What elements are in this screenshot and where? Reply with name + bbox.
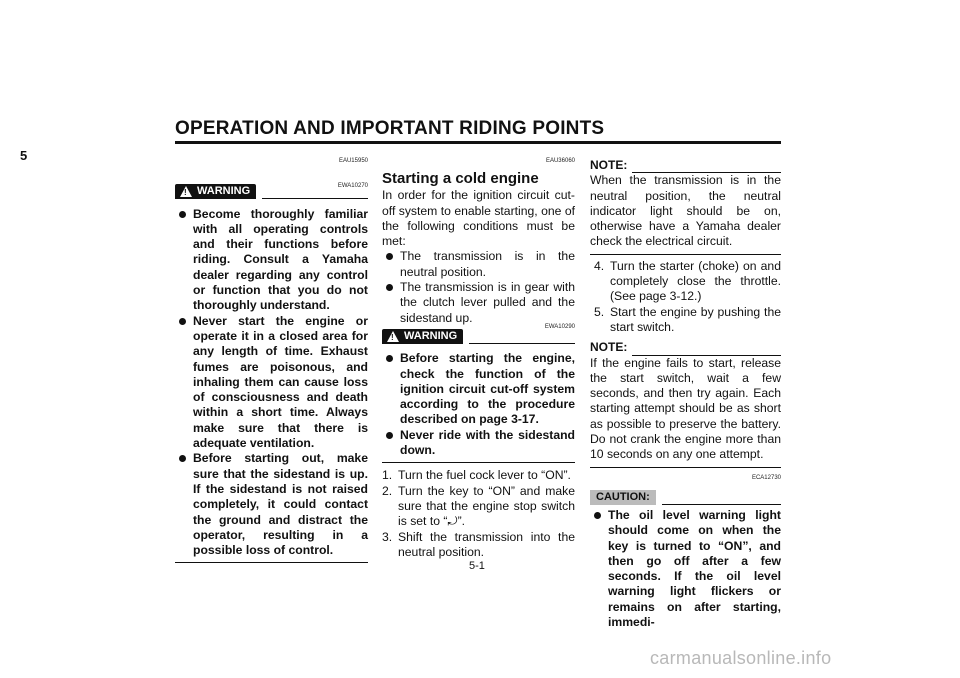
chapter-tab: 5 bbox=[20, 148, 28, 163]
list-item: Never ride with the sidestand down. bbox=[382, 428, 575, 459]
column-2 bbox=[382, 154, 575, 560]
bullet-icon bbox=[594, 512, 601, 519]
warning-triangle-icon: ! bbox=[387, 331, 399, 342]
section-heading: Starting a cold engine bbox=[382, 170, 539, 188]
note-header bbox=[590, 158, 781, 173]
list-item: Before starting out, make sure that the sidestand is up. If the sidestand is not raised completely, it could contact the ground and distract the operator, resulting in a possible loss of control. bbox=[175, 451, 368, 558]
step-item: 5. Start the engine by pushing the start switch. bbox=[594, 304, 781, 334]
step-item: 3. Shift the transmission into the neutral position. bbox=[382, 529, 575, 559]
note-end-rule bbox=[590, 467, 781, 468]
note-header bbox=[590, 340, 781, 355]
bullet-icon bbox=[386, 355, 393, 362]
warning-badge bbox=[382, 329, 463, 344]
bullet-icon bbox=[386, 284, 393, 291]
section-code: EAU36060 bbox=[545, 158, 575, 164]
list-item: Before starting the engine, check the function of the ignition circuit cut-off system according to the procedure described on page 3-17. bbox=[382, 351, 575, 427]
note-end-rule bbox=[590, 254, 781, 255]
section-code: EAU15950 bbox=[338, 158, 368, 164]
note-text: When the transmission is in the neutral position, the neutral indicator light should be on, otherwise have a Yamaha dealer check the electrical circuit. bbox=[590, 173, 781, 249]
warning-end-rule bbox=[382, 462, 575, 463]
list-item: Never start the engine or operate it in a closed area for any length of time. Exhaust fumes are poisonous, and inhaling them can cause loss of consciousness and death within a short time. Always make sure that there is adequate ventilation. bbox=[175, 314, 368, 452]
page-title: OPERATION AND IMPORTANT RIDING POINTS bbox=[175, 118, 605, 139]
list-item: The transmission is in gear with the clutch lever pulled and the sidestand up. bbox=[382, 280, 575, 326]
bullet-icon bbox=[386, 432, 393, 439]
bullet-icon bbox=[179, 318, 186, 325]
column-1 bbox=[175, 154, 368, 563]
step-item: 4. Turn the starter (choke) on and completely close the throttle. (See page 3-12.) bbox=[594, 258, 781, 304]
step-item: 1. Turn the fuel cock lever to “ON”. bbox=[382, 468, 571, 483]
step-item: 2. Turn the key to “ON” and make sure that the engine stop switch is set to “⤾”. bbox=[382, 483, 575, 529]
column-3 bbox=[590, 158, 781, 630]
caution-badge: CAUTION: bbox=[590, 490, 656, 505]
warning-badge bbox=[175, 184, 256, 199]
warning-triangle-icon: ! bbox=[180, 186, 192, 197]
list-item: The transmission is in the neutral position. bbox=[382, 249, 575, 280]
bullet-icon bbox=[386, 253, 393, 260]
warning-end-rule bbox=[175, 562, 368, 563]
warning-label: WARNING bbox=[404, 329, 458, 342]
warning-label: WARNING bbox=[197, 185, 251, 198]
note-text: If the engine fails to start, release the start switch, wait a few seconds, and then try again. Each starting attempt should be as short as possible to preserve the battery. Do not crank the engine more than 10 seconds on any one attempt. bbox=[590, 355, 781, 462]
note-label: NOTE: bbox=[590, 340, 628, 355]
intro-text: In order for the ignition circuit cut-off system to enable starting, one of the following conditions must be met: bbox=[382, 188, 575, 249]
warning-code: EWA10290 bbox=[544, 323, 575, 330]
page-number: 5-1 bbox=[469, 560, 485, 572]
list-item: Become thoroughly familiar with all operating controls and their functions before riding. Consult a Yamaha dealer regarding any control or function that you do not thoroughly understand. bbox=[175, 207, 368, 314]
caution-code: ECA12730 bbox=[751, 474, 781, 481]
watermark: carmanualsonline.info bbox=[650, 648, 832, 668]
warning-code: EWA10270 bbox=[337, 183, 368, 190]
title-rule bbox=[175, 141, 781, 144]
bullet-icon bbox=[179, 455, 186, 462]
bullet-icon bbox=[179, 211, 186, 218]
note-label: NOTE: bbox=[590, 158, 628, 172]
list-item: The oil level warning light should come on when the key is turned to “ON”, and then go off after a few seconds. If the oil level warning light flickers or remains on after starting, immedi- bbox=[590, 508, 781, 630]
caution-header bbox=[590, 490, 781, 505]
